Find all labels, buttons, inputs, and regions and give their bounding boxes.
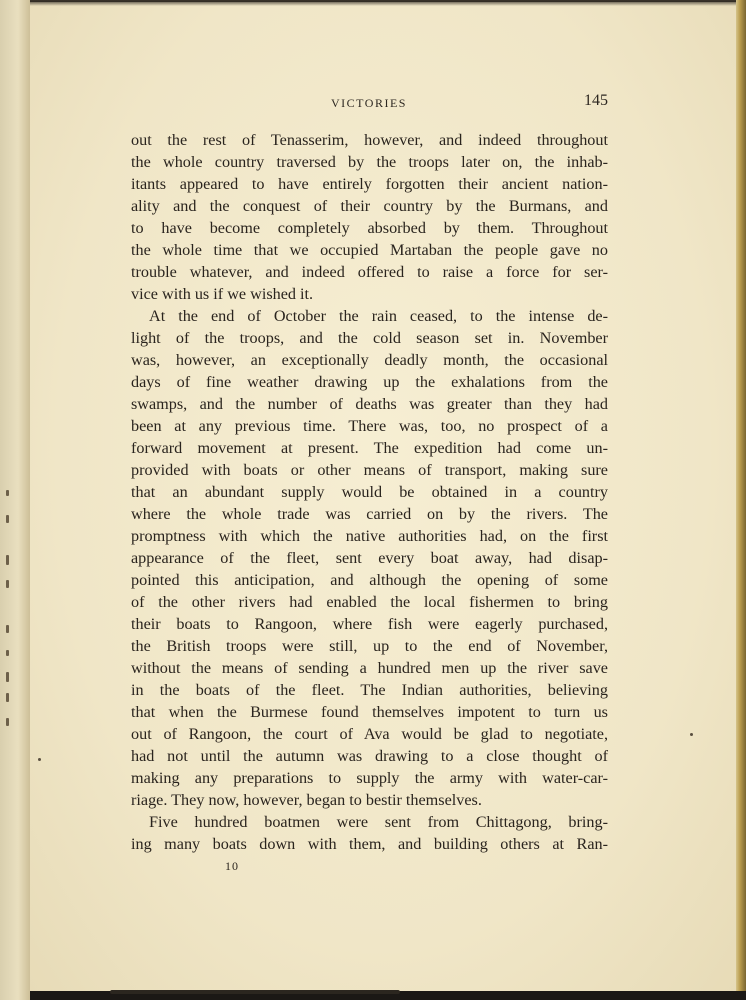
body-text — [131, 129, 608, 855]
text-line: swamps, and the number of deaths was greater than they had — [131, 395, 608, 413]
text-line: ality and the conquest of their country by the Burmans, and — [131, 197, 608, 215]
text-line: vice with us if we wished it. — [131, 285, 314, 303]
text-line: where the whole trade was carried on by the rivers. The — [131, 505, 608, 523]
text-line: had not until the autumn was drawing to a close thought of — [131, 747, 608, 765]
signature-mark: 10 — [225, 859, 239, 873]
edge-mark — [6, 650, 9, 656]
text-line: itants appeared to have entirely forgotten their ancient nation- — [131, 175, 608, 193]
text-line: in the boats of the fleet. The Indian authorities, believing — [131, 681, 608, 699]
text-line: ing many boats down with them, and building others at Ran- — [131, 835, 608, 853]
text-line: pointed this anticipation, and although the opening of some — [131, 571, 608, 589]
text-line: At the end of October the rain ceased, to the intense de- — [149, 307, 608, 325]
text-line: making any preparations to supply the army with water-car- — [131, 769, 608, 787]
text-line: provided with boats or other means of transport, making sure — [131, 461, 608, 479]
text-line: forward movement at present. The expedition had come un- — [131, 439, 608, 457]
text-line: out of Rangoon, the court of Ava would be glad to negotiate, — [131, 725, 608, 743]
text-line: was, however, an exceptionally deadly month, the occasional — [131, 351, 608, 369]
ink-speck — [38, 758, 41, 761]
page-number: 145 — [584, 92, 608, 109]
text-line: appearance of the fleet, sent every boat away, had disap- — [131, 549, 608, 567]
edge-mark — [6, 490, 9, 496]
text-line: out the rest of Tenasserim, however, and indeed throughout — [131, 131, 608, 149]
text-line: days of fine weather drawing up the exhalations from the — [131, 373, 608, 391]
edge-mark — [6, 555, 9, 565]
text-line: their boats to Rangoon, where fish were eagerly purchased, — [131, 615, 608, 633]
text-line: light of the troops, and the cold season set in. November — [131, 329, 608, 347]
text-line: the British troops were still, up to the end of November, — [131, 637, 608, 655]
edge-mark — [6, 672, 9, 682]
bottom-rule — [110, 990, 400, 994]
text-line: that an abundant supply would be obtained in a country — [131, 483, 608, 501]
text-line: promptness with which the native authorities had, on the first — [131, 527, 608, 545]
text-line: Five hundred boatmen were sent from Chittagong, bring- — [149, 813, 608, 831]
gilt-page-edge — [736, 0, 746, 1000]
edge-mark — [6, 625, 9, 633]
edge-mark — [6, 515, 9, 523]
running-head — [130, 92, 608, 114]
text-line: the whole time that we occupied Martaban the people gave no — [131, 241, 608, 259]
edge-mark — [6, 718, 9, 726]
edge-mark — [6, 693, 9, 702]
text-line: of the other rivers had enabled the local fishermen to bring — [131, 593, 608, 611]
text-line: to have become completely absorbed by them. Throughout — [131, 219, 608, 237]
edge-mark — [6, 580, 9, 588]
text-line: trouble whatever, and indeed offered to raise a force for ser- — [131, 263, 608, 281]
text-line: riage. They now, however, began to bestir themselves. — [131, 791, 482, 809]
top-shadow — [30, 0, 746, 6]
text-line: that when the Burmese found themselves impotent to turn us — [131, 703, 608, 721]
text-line: been at any previous time. There was, too, no prospect of a — [131, 417, 608, 435]
text-line: the whole country traversed by the troops later on, the inhab- — [131, 153, 608, 171]
running-title: VICTORIES — [331, 96, 407, 110]
text-line: without the means of sending a hundred men up the river save — [131, 659, 608, 677]
facing-page-edge — [0, 0, 30, 1000]
ink-speck — [690, 733, 693, 736]
